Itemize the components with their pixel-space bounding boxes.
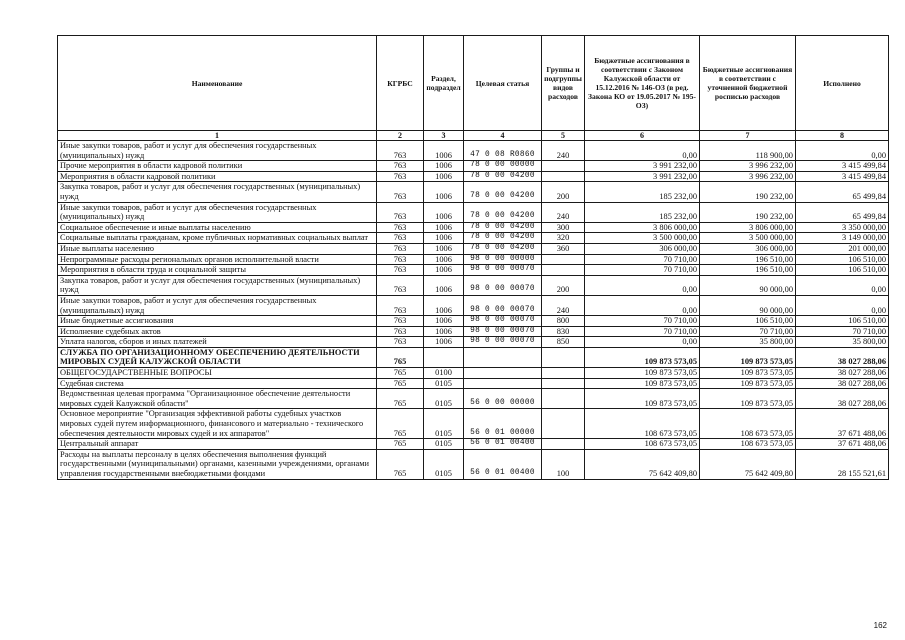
cell-executed: 106 510,00 (796, 316, 889, 327)
cell-executed: 70 710,00 (796, 326, 889, 337)
cell-kgrbs: 763 (377, 265, 424, 276)
cell-executed: 201 000,00 (796, 243, 889, 254)
cell-budget-refined: 118 900,00 (700, 141, 796, 161)
cell-budget-law: 3 500 000,00 (585, 233, 700, 244)
table-row (58, 409, 889, 439)
cell-budget-refined: 108 673 573,05 (700, 409, 796, 439)
table-row (58, 316, 889, 327)
cell-kgrbs: 765 (377, 347, 424, 367)
cell-section: 1006 (424, 295, 464, 315)
cell-group (542, 347, 585, 367)
cell-kgrbs: 763 (377, 182, 424, 202)
cell-target: 78 0 00 04200 (464, 222, 542, 233)
cell-kgrbs: 763 (377, 202, 424, 222)
cell-target: 78 0 00 04200 (464, 182, 542, 202)
cell-name: Судебная система (58, 378, 377, 389)
cell-kgrbs: 763 (377, 295, 424, 315)
cell-kgrbs: 763 (377, 337, 424, 348)
cell-name: Ведомственная целевая программа "Организационное обеспечение деятельности мировых судей Калужской области" (58, 389, 377, 409)
column-number: 5 (542, 131, 585, 141)
cell-executed: 38 027 288,06 (796, 378, 889, 389)
cell-budget-law: 109 873 573,05 (585, 347, 700, 367)
cell-target: 56 0 01 00000 (464, 409, 542, 439)
cell-kgrbs: 763 (377, 275, 424, 295)
cell-budget-refined: 3 500 000,00 (700, 233, 796, 244)
table-row (58, 233, 889, 244)
table-row (58, 378, 889, 389)
table-row (58, 389, 889, 409)
header-budget-law: Бюджетные ассигнования в соответствии с Законом Калужской области от 15.12.2016 № 146-ОЗ (в ред. Закона КО от 19.05.2017 № 195-ОЗ) (585, 36, 700, 131)
header-row (58, 36, 889, 131)
cell-budget-refined: 108 673 573,05 (700, 439, 796, 450)
cell-budget-law: 185 232,00 (585, 202, 700, 222)
cell-kgrbs: 765 (377, 409, 424, 439)
cell-section: 1006 (424, 275, 464, 295)
cell-name: Мероприятия в области труда и социальной защиты (58, 265, 377, 276)
cell-target: 98 0 00 00070 (464, 337, 542, 348)
cell-budget-refined: 106 510,00 (700, 316, 796, 327)
cell-executed: 35 800,00 (796, 337, 889, 348)
cell-executed: 28 155 521,61 (796, 449, 889, 479)
cell-target (464, 347, 542, 367)
cell-target: 98 0 00 00070 (464, 275, 542, 295)
cell-group: 240 (542, 295, 585, 315)
cell-budget-law: 70 710,00 (585, 265, 700, 276)
cell-kgrbs: 763 (377, 243, 424, 254)
cell-group (542, 254, 585, 265)
cell-group: 200 (542, 275, 585, 295)
cell-section: 1006 (424, 243, 464, 254)
cell-target (464, 378, 542, 389)
header-executed: Исполнено (796, 36, 889, 131)
cell-section: 1006 (424, 202, 464, 222)
column-number: 1 (58, 131, 377, 141)
cell-target (464, 368, 542, 379)
cell-kgrbs: 765 (377, 449, 424, 479)
cell-budget-law: 0,00 (585, 275, 700, 295)
cell-executed: 0,00 (796, 275, 889, 295)
cell-budget-law: 75 642 409,80 (585, 449, 700, 479)
cell-name: Прочие мероприятия в области кадровой политики (58, 161, 377, 172)
cell-name: Социальное обеспечение и иные выплаты населению (58, 222, 377, 233)
cell-name: Исполнение судебных актов (58, 326, 377, 337)
cell-target: 56 0 00 00000 (464, 389, 542, 409)
column-number: 4 (464, 131, 542, 141)
cell-budget-refined: 90 000,00 (700, 295, 796, 315)
header-groups: Группы и подгруппы видов расходов (542, 36, 585, 131)
column-number: 2 (377, 131, 424, 141)
table-row (58, 265, 889, 276)
cell-target: 98 0 00 00070 (464, 265, 542, 276)
cell-kgrbs: 763 (377, 316, 424, 327)
cell-target: 98 0 00 00000 (464, 254, 542, 265)
header-section: Раздел, подраздел (424, 36, 464, 131)
cell-section (424, 347, 464, 367)
cell-budget-refined: 190 232,00 (700, 182, 796, 202)
cell-name: Иные выплаты населению (58, 243, 377, 254)
cell-executed: 37 671 488,06 (796, 409, 889, 439)
cell-group: 100 (542, 449, 585, 479)
table-row (58, 337, 889, 348)
cell-name: Иные закупки товаров, работ и услуг для обеспечения государственных (муниципальных) нужд (58, 202, 377, 222)
table-row (58, 141, 889, 161)
table-body (58, 141, 889, 480)
cell-budget-law: 70 710,00 (585, 254, 700, 265)
cell-budget-law: 70 710,00 (585, 326, 700, 337)
cell-name: Закупка товаров, работ и услуг для обеспечения государственных (муниципальных) нужд (58, 182, 377, 202)
cell-kgrbs: 765 (377, 368, 424, 379)
cell-group: 300 (542, 222, 585, 233)
cell-budget-refined: 109 873 573,05 (700, 389, 796, 409)
cell-budget-refined: 196 510,00 (700, 254, 796, 265)
cell-section: 0105 (424, 378, 464, 389)
cell-group: 240 (542, 141, 585, 161)
cell-executed: 106 510,00 (796, 254, 889, 265)
budget-document (57, 35, 888, 480)
cell-budget-refined: 109 873 573,05 (700, 368, 796, 379)
cell-section: 1006 (424, 316, 464, 327)
cell-target: 78 0 00 04200 (464, 233, 542, 244)
cell-budget-law: 3 806 000,00 (585, 222, 700, 233)
table-row (58, 295, 889, 315)
cell-kgrbs: 763 (377, 141, 424, 161)
table-row (58, 347, 889, 367)
cell-budget-law: 0,00 (585, 337, 700, 348)
cell-executed: 37 671 488,06 (796, 439, 889, 450)
cell-group (542, 265, 585, 276)
table-row (58, 222, 889, 233)
cell-section: 1006 (424, 265, 464, 276)
column-number: 6 (585, 131, 700, 141)
table-row (58, 254, 889, 265)
cell-kgrbs: 763 (377, 171, 424, 182)
cell-group: 240 (542, 202, 585, 222)
cell-group (542, 378, 585, 389)
cell-budget-law: 109 873 573,05 (585, 378, 700, 389)
cell-section: 1006 (424, 337, 464, 348)
cell-budget-law: 70 710,00 (585, 316, 700, 327)
column-number: 8 (796, 131, 889, 141)
cell-name: Мероприятия в области кадровой политики (58, 171, 377, 182)
cell-section: 1006 (424, 233, 464, 244)
cell-target: 98 0 00 00070 (464, 316, 542, 327)
header-target: Целевая статья (464, 36, 542, 131)
cell-group: 200 (542, 182, 585, 202)
cell-name: Уплата налогов, сборов и иных платежей (58, 337, 377, 348)
cell-budget-law: 0,00 (585, 295, 700, 315)
cell-name: ОБЩЕГОСУДАРСТВЕННЫЕ ВОПРОСЫ (58, 368, 377, 379)
cell-budget-refined: 70 710,00 (700, 326, 796, 337)
cell-executed: 0,00 (796, 141, 889, 161)
cell-executed: 38 027 288,06 (796, 368, 889, 379)
cell-budget-law: 3 991 232,00 (585, 161, 700, 172)
header-name: Наименование (58, 36, 377, 131)
cell-kgrbs: 765 (377, 389, 424, 409)
table-row (58, 368, 889, 379)
cell-group: 830 (542, 326, 585, 337)
cell-kgrbs: 763 (377, 254, 424, 265)
cell-group (542, 389, 585, 409)
cell-name: Социальные выплаты гражданам, кроме публичных нормативных социальных выплат (58, 233, 377, 244)
cell-budget-refined: 306 000,00 (700, 243, 796, 254)
cell-target: 98 0 00 00070 (464, 326, 542, 337)
cell-executed: 3 350 000,00 (796, 222, 889, 233)
cell-target: 56 0 01 00400 (464, 449, 542, 479)
cell-target: 78 0 00 04200 (464, 202, 542, 222)
cell-budget-law: 306 000,00 (585, 243, 700, 254)
cell-executed: 106 510,00 (796, 265, 889, 276)
table-row (58, 171, 889, 182)
cell-name: Расходы на выплаты персоналу в целях обеспечения выполнения функций государственными (муниципальными) органами, казенными учреждениями, органами управления государственными внебюджетными фондами (58, 449, 377, 479)
cell-section: 1006 (424, 182, 464, 202)
cell-executed: 38 027 288,06 (796, 347, 889, 367)
column-number: 3 (424, 131, 464, 141)
cell-budget-refined: 3 996 232,00 (700, 161, 796, 172)
cell-budget-refined: 196 510,00 (700, 265, 796, 276)
cell-executed: 3 415 499,84 (796, 161, 889, 172)
cell-name: Непрограммные расходы региональных органов исполнительной власти (58, 254, 377, 265)
cell-section: 0100 (424, 368, 464, 379)
cell-budget-law: 108 673 573,05 (585, 409, 700, 439)
cell-budget-refined: 3 806 000,00 (700, 222, 796, 233)
cell-section: 0105 (424, 409, 464, 439)
cell-budget-law: 109 873 573,05 (585, 389, 700, 409)
cell-section: 0105 (424, 389, 464, 409)
cell-executed: 3 149 000,00 (796, 233, 889, 244)
cell-target: 56 0 01 00400 (464, 439, 542, 450)
cell-budget-law: 185 232,00 (585, 182, 700, 202)
cell-name: Иные закупки товаров, работ и услуг для обеспечения государственных (муниципальных) нужд (58, 141, 377, 161)
cell-executed: 65 499,84 (796, 182, 889, 202)
table-row (58, 243, 889, 254)
cell-group: 320 (542, 233, 585, 244)
cell-kgrbs: 765 (377, 439, 424, 450)
cell-kgrbs: 763 (377, 222, 424, 233)
column-number-row (58, 131, 889, 141)
table-row (58, 182, 889, 202)
table-row (58, 326, 889, 337)
cell-name: СЛУЖБА ПО ОРГАНИЗАЦИОННОМУ ОБЕСПЕЧЕНИЮ ДЕЯТЕЛЬНОСТИ МИРОВЫХ СУДЕЙ КАЛУЖСКОЙ ОБЛАСТИ (58, 347, 377, 367)
cell-kgrbs: 763 (377, 161, 424, 172)
cell-executed: 38 027 288,06 (796, 389, 889, 409)
table-row (58, 202, 889, 222)
cell-target: 47 0 08 R0860 (464, 141, 542, 161)
cell-group: 800 (542, 316, 585, 327)
cell-budget-law: 108 673 573,05 (585, 439, 700, 450)
cell-target: 78 0 00 04200 (464, 243, 542, 254)
cell-executed: 3 415 499,84 (796, 171, 889, 182)
cell-section: 1006 (424, 222, 464, 233)
cell-budget-refined: 3 996 232,00 (700, 171, 796, 182)
cell-name: Иные закупки товаров, работ и услуг для обеспечения государственных (муниципальных) нужд (58, 295, 377, 315)
cell-budget-refined: 190 232,00 (700, 202, 796, 222)
cell-group (542, 368, 585, 379)
cell-group: 360 (542, 243, 585, 254)
cell-section: 0105 (424, 449, 464, 479)
cell-group: 850 (542, 337, 585, 348)
cell-name: Основное мероприятие "Организация эффективной работы судебных участков мировых судей путем информационного, финансового и материально - технического обеспечения деятельности мировых судей и их аппаратов" (58, 409, 377, 439)
cell-section: 1006 (424, 254, 464, 265)
cell-target: 98 0 00 00070 (464, 295, 542, 315)
cell-group (542, 439, 585, 450)
cell-target: 78 0 00 00000 (464, 161, 542, 172)
cell-kgrbs: 765 (377, 378, 424, 389)
cell-budget-refined: 75 642 409,80 (700, 449, 796, 479)
table-row (58, 161, 889, 172)
cell-section: 1006 (424, 326, 464, 337)
cell-target: 78 0 00 04200 (464, 171, 542, 182)
header-kgrbs: КГРБС (377, 36, 424, 131)
cell-budget-refined: 109 873 573,05 (700, 347, 796, 367)
table-row (58, 275, 889, 295)
cell-group (542, 161, 585, 172)
table-row (58, 439, 889, 450)
cell-group (542, 409, 585, 439)
cell-budget-refined: 109 873 573,05 (700, 378, 796, 389)
cell-budget-law: 3 991 232,00 (585, 171, 700, 182)
column-number: 7 (700, 131, 796, 141)
cell-executed: 65 499,84 (796, 202, 889, 222)
cell-budget-refined: 90 000,00 (700, 275, 796, 295)
cell-budget-law: 109 873 573,05 (585, 368, 700, 379)
cell-section: 1006 (424, 141, 464, 161)
cell-kgrbs: 763 (377, 326, 424, 337)
cell-section: 0105 (424, 439, 464, 450)
cell-name: Закупка товаров, работ и услуг для обеспечения государственных (муниципальных) нужд (58, 275, 377, 295)
page-number: 162 (873, 621, 887, 630)
cell-budget-law: 0,00 (585, 141, 700, 161)
budget-table (57, 35, 889, 480)
cell-budget-refined: 35 800,00 (700, 337, 796, 348)
table-row (58, 449, 889, 479)
cell-kgrbs: 763 (377, 233, 424, 244)
cell-group (542, 171, 585, 182)
cell-name: Центральный аппарат (58, 439, 377, 450)
header-budget-refined: Бюджетные ассигнования в соответствии с уточненной бюджетной росписью расходов (700, 36, 796, 131)
cell-section: 1006 (424, 171, 464, 182)
cell-section: 1006 (424, 161, 464, 172)
cell-executed: 0,00 (796, 295, 889, 315)
cell-name: Иные бюджетные ассигнования (58, 316, 377, 327)
